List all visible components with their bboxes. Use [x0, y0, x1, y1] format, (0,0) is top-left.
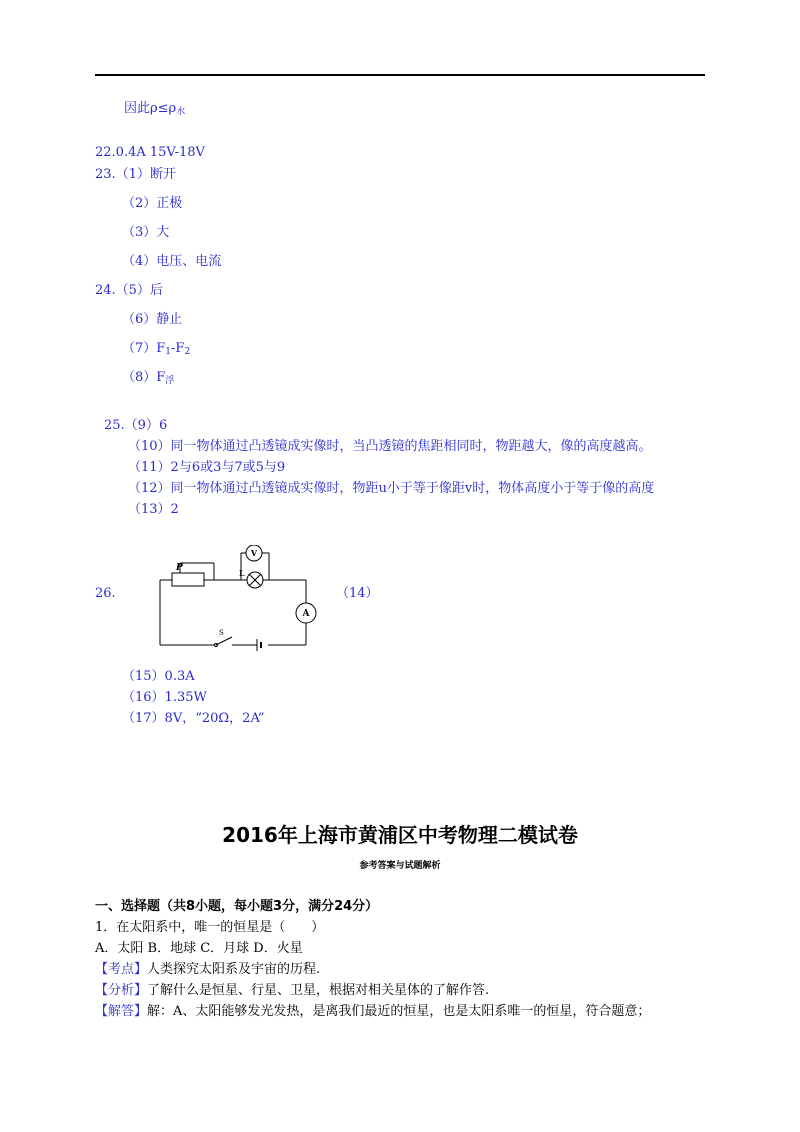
answer-26-item: （16）1.35W	[122, 690, 207, 705]
kaodian-line: 【考点】人类探究太阳系及宇宙的历程.	[95, 962, 321, 977]
answer-23-item: （2）正极	[122, 196, 183, 211]
header-rule	[95, 74, 705, 76]
answer-25-item: （12）同一物体通过凸透镜成实像时，物距u小于等于像距v时，物体高度小于等于像的高度	[128, 481, 655, 496]
answer-22: 22.0.4A 15V-18V	[95, 145, 205, 160]
answer-26-item-14: （14）	[336, 586, 379, 601]
voltmeter-label: V	[250, 548, 258, 558]
lamp-label: L	[239, 568, 245, 578]
answer-24-item: （6）静止	[122, 312, 183, 327]
exam-title: 2016年上海市黄浦区中考物理二模试卷	[222, 823, 578, 847]
rho-conclusion: 因此$\rho\le\rho_水$	[124, 101, 186, 117]
answer-26-item: （17）8V，“20Ω，2A”	[122, 711, 265, 726]
answer-26-item: （15）0.3A	[122, 669, 195, 684]
answer-24-item-8: $(8)F_浮$	[122, 370, 175, 386]
answer-25-head: 25.（9）6	[104, 418, 168, 433]
question-1-options: A．太阳 B．地球 C．月球 D．火星	[95, 941, 303, 956]
jieda-tag: 【解答】	[95, 1004, 148, 1019]
rheostat-label: P	[176, 563, 183, 573]
jieda-line: 【解答】解：A、太阳能够发光发热，是离我们最近的恒星，也是太阳系唯一的恒星，符合题意；	[95, 1004, 651, 1019]
answer-25-item: （13）2	[128, 502, 179, 517]
answer-24-item-7: $(7)F_1-F_2$	[122, 341, 191, 357]
answer-24-head: 24.（5）后	[95, 283, 163, 298]
exam-subtitle: 参考答案与试题解析	[359, 861, 441, 871]
answer-23-head: 23.（1）断开	[95, 167, 176, 182]
ammeter-label: A	[302, 609, 310, 619]
fenxi-tag: 【分析】	[95, 983, 148, 998]
kaodian-tag: 【考点】	[95, 962, 148, 977]
question-1: 1．在太阳系中，唯一的恒星是（ ）	[95, 920, 325, 935]
section-heading: 一、选择题（共8小题，每小题3分，满分24分）	[95, 899, 379, 914]
answer-23-item: （4）电压、电流	[122, 254, 222, 269]
switch-label: S	[219, 629, 224, 637]
circuit-diagram	[150, 545, 325, 655]
answer-25-item: （11）2与6或3与7或5与9	[128, 460, 286, 475]
answer-23-item: （3）大	[122, 225, 170, 240]
answer-26-label: 26.	[95, 586, 116, 601]
fenxi-line: 【分析】了解什么是恒星、行星、卫星，根据对相关星体的了解作答.	[95, 983, 490, 998]
answer-25-item: （10）同一物体通过凸透镜成实像时，当凸透镜的焦距相同时，物距越大，像的高度越高。	[128, 439, 652, 454]
